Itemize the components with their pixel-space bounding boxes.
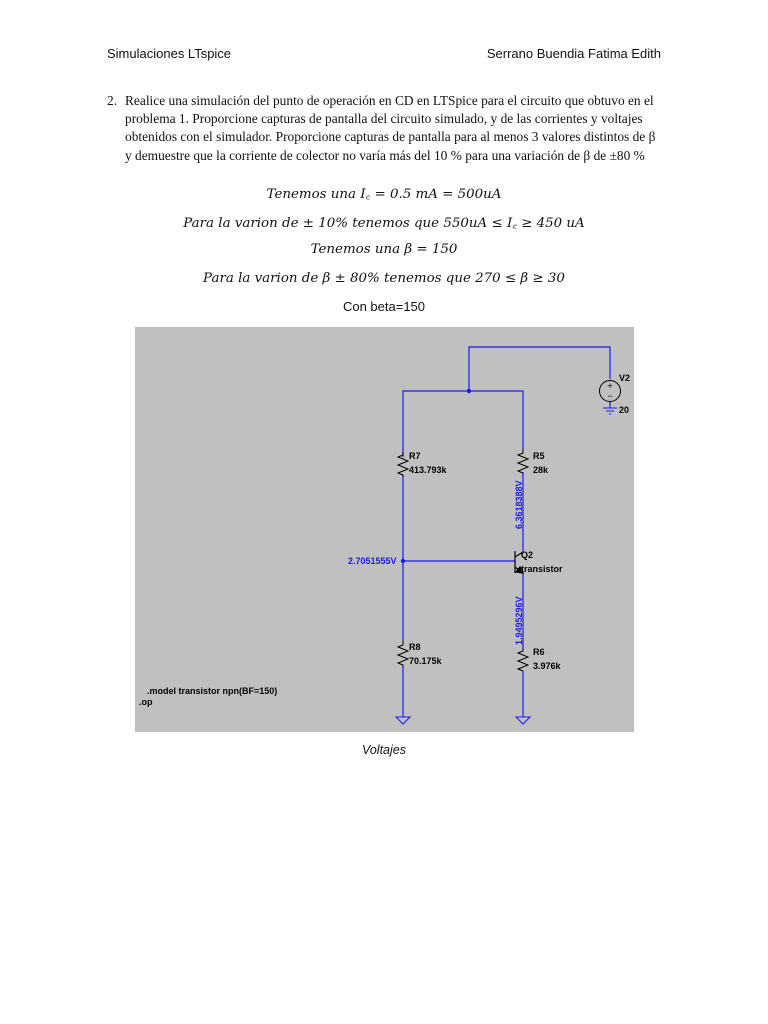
ground-r6: [516, 717, 530, 724]
junction-base: [401, 559, 405, 563]
schematic-drawing: [135, 327, 634, 732]
equation-4: Para la varion de β ± 80% tenemos que 270 ≤ β ≥ 30: [203, 271, 565, 286]
v2-name: V2: [619, 373, 631, 383]
r5-name: R5: [533, 451, 545, 461]
header-right-text: Serrano Buendia Fatima Edith: [486, 46, 661, 61]
q2-value: transistor: [521, 564, 563, 574]
equation-2: Para la varion de ± 10% tenemos que 550uA ≤ I꜀ ≥ 450 uA: [183, 216, 585, 231]
r8-name: R8: [409, 642, 421, 652]
svg-text:+: +: [607, 381, 613, 391]
problem-statement: [107, 92, 662, 165]
collector-voltage-label: 6.3618388V: [514, 480, 524, 529]
caption-beta: Con beta=150: [342, 299, 426, 314]
op-directive: .op: [139, 697, 153, 707]
ground-source: [603, 408, 617, 414]
r6-resistor: [518, 647, 528, 671]
junction-top: [467, 389, 471, 393]
wire-top-rail: [403, 391, 523, 457]
v2-value: 20: [619, 405, 630, 415]
q2-name: Q2: [521, 550, 534, 560]
svg-text:−: −: [607, 391, 613, 401]
wire-top-supply: [469, 347, 613, 391]
r7-value: 413.793k: [409, 465, 447, 475]
ground-r8: [396, 717, 410, 724]
equation-3: Tenemos una β = 150: [310, 242, 458, 257]
caption-voltajes: Voltajes: [361, 743, 406, 757]
r6-name: R6: [533, 647, 545, 657]
v2-source: [600, 381, 621, 402]
r8-value: 70.175k: [409, 656, 442, 666]
ltspice-schematic: [135, 327, 634, 732]
r5-resistor: [518, 449, 528, 473]
r5-value: 28k: [533, 465, 549, 475]
emitter-voltage-label: 1.9495296V: [514, 596, 524, 645]
base-voltage-label: 2.7051555V: [348, 556, 397, 566]
problem-text: Realice una simulación del punto de operación en CD en LTSpice para el circuito que obtuvo en el problema 1. Proporcione capturas de pantalla del circuito simulado, y de las corrientes y voltajes obtenidos con el simulador. Proporcione capturas de pantalla para al menos 3 valores distintos de β y demuestre que la corriente de colector no varía más del 10 % para una variación de β de ±80 %: [125, 93, 656, 163]
problem-number: 2.: [107, 93, 118, 108]
model-directive: .model transistor npn(BF=150): [147, 686, 278, 696]
r8-resistor: [398, 641, 408, 667]
header-left-text: Simulaciones LTspice: [107, 46, 232, 61]
r6-value: 3.976k: [533, 661, 561, 671]
r7-name: R7: [409, 451, 421, 461]
equation-1: Tenemos una I꜀ = 0.5 mA = 500uA: [266, 187, 502, 202]
